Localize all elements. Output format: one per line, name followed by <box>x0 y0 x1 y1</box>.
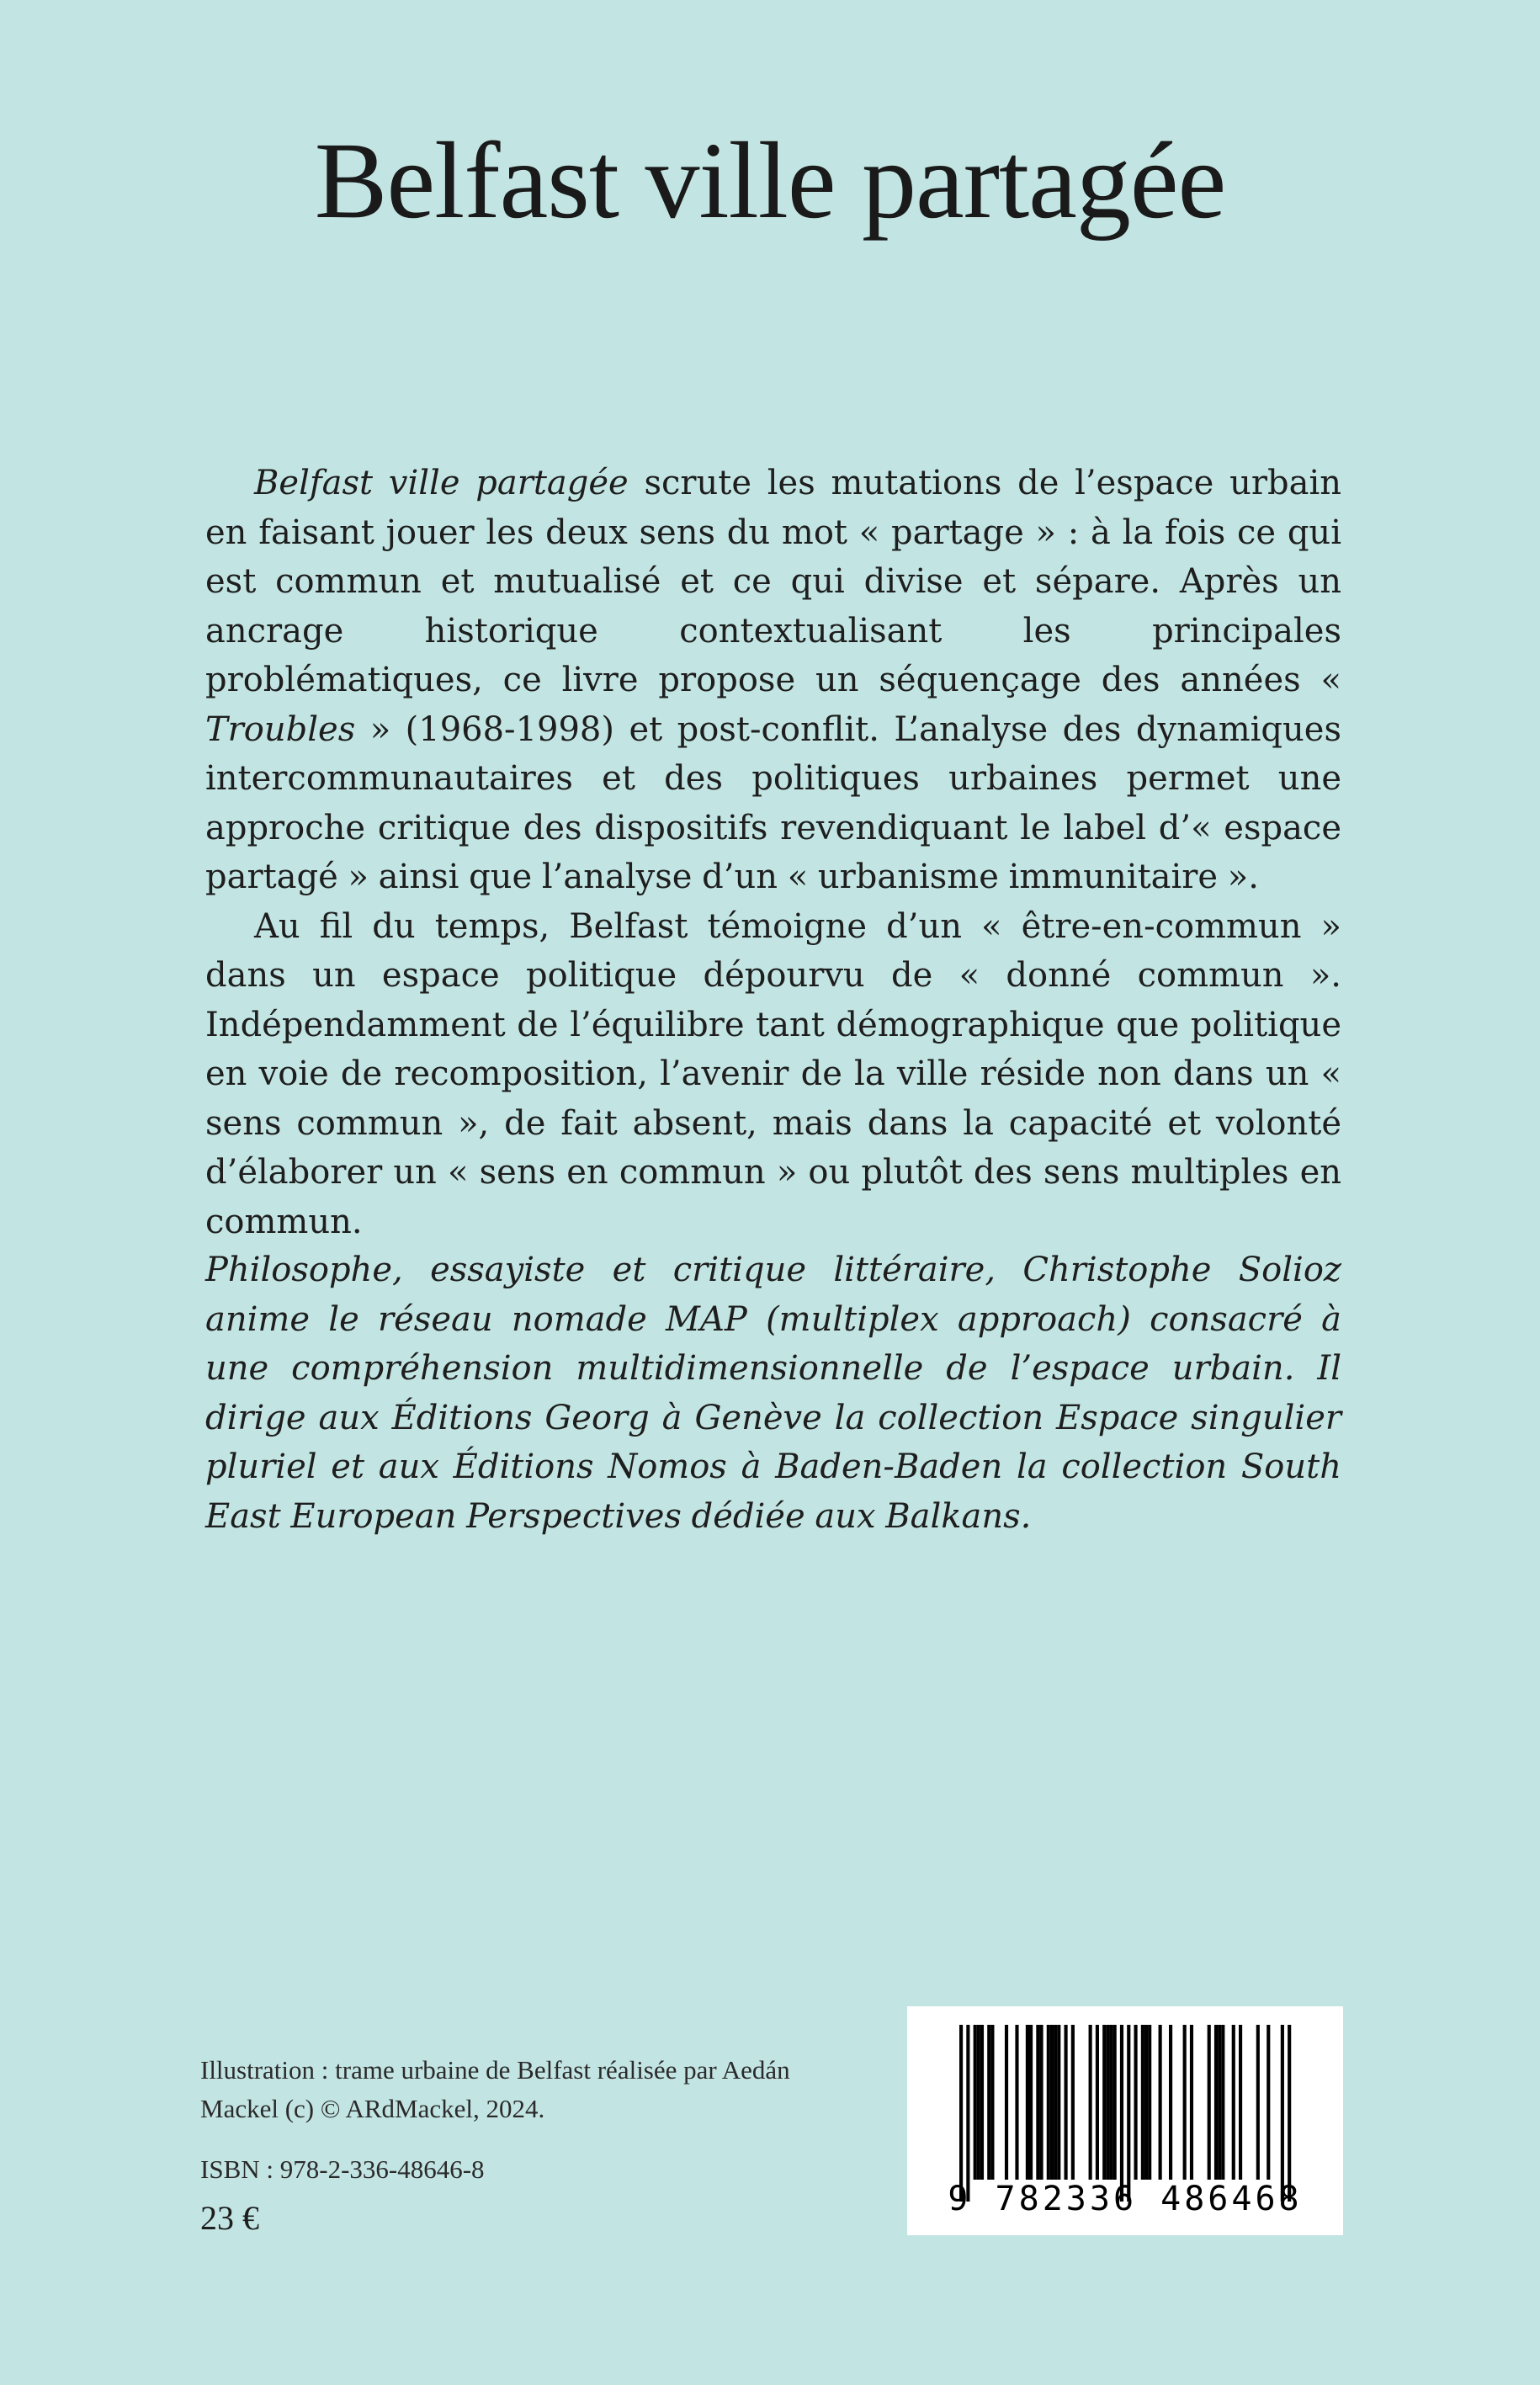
barcode-bar <box>1029 2025 1033 2180</box>
barcode-bar <box>990 2025 994 2180</box>
barcode-bar <box>1065 2025 1068 2180</box>
barcode-bar <box>1218 2025 1221 2180</box>
barcode-bar <box>1120 2025 1123 2202</box>
author-bio: Philosophe, essayiste et critique littéraire, Christophe Solioz anime le réseau nomade MAP (multiplex approach) consacré à une compréhension multidimensionnelle de l’espace urbain. Il dirige aux Éditions Georg à Genève la collection Espace singulier pluriel et aux Éditions Nomos à Baden-Baden la collection South East European Perspectives dédiée aux Balkans. <box>205 1251 1341 1536</box>
barcode-digits: 9 782336 486468 <box>948 2180 1303 2218</box>
barcode-bar <box>1281 2025 1284 2202</box>
illustration-credit: Illustration : trame urbaine de Belfast réalisée par Aedán Mackel (c) © ARdMackel, 2024. <box>200 2055 790 2123</box>
barcode-bar <box>1106 2025 1109 2180</box>
book-title: Belfast ville partagée <box>314 120 1226 242</box>
synopsis-paragraph-2: Au fil du temps, Belfast témoigne d’un « être-en-commun » dans un espace politique dépourvu de « donné commun ». Indépendamment de l’équilibre tant démographique que politique en voie de recomposition, l’avenir de la ville réside non dans un « sens commun », de fait absent, mais dans la capacité et volonté d’élaborer un « sens en commun » ou plutôt des sens multiples en commun. <box>205 906 1341 1241</box>
barcode-bar <box>1026 2025 1029 2180</box>
barcode-bar <box>1127 2025 1130 2202</box>
barcode-bar <box>1113 2025 1117 2180</box>
barcode-bar <box>980 2025 984 2180</box>
barcode-bar <box>1141 2025 1144 2180</box>
barcode-bar <box>1109 2025 1113 2180</box>
barcode-bar <box>1005 2025 1008 2180</box>
barcode-bar <box>1239 2025 1242 2180</box>
barcode-bar <box>1039 2025 1043 2180</box>
barcode-bar <box>1089 2025 1092 2180</box>
barcode-bar <box>1054 2025 1057 2180</box>
barcode-bar <box>1169 2025 1172 2180</box>
barcode-bar <box>959 2025 963 2202</box>
barcode-bar <box>977 2025 980 2180</box>
barcode-bar <box>1071 2025 1075 2180</box>
barcode <box>907 2006 1343 2235</box>
barcode-bar <box>1267 2025 1270 2180</box>
barcode-bar <box>1047 2025 1050 2180</box>
barcode-bar <box>1057 2025 1060 2180</box>
barcode-bar <box>1232 2025 1235 2180</box>
barcode-bar <box>1144 2025 1148 2180</box>
isbn: ISBN : 978-2-336-48646-8 <box>200 2154 485 2184</box>
troubles-italic: Troubles <box>205 709 356 749</box>
barcode-bar <box>987 2025 990 2180</box>
barcode-bar <box>974 2025 977 2180</box>
synopsis-paragraph-1: Belfast ville partagée scrute les mutations de l’espace urbain en faisant jouer les deux sens du mot « partage » : à la fois ce qui est commun et mutualisé et ce qui divise et sépare. Après un ancrage historique contextualisant les principales problématiques, ce livre propose un séquençage des années « Troubles » (1968-1998) et post-conflit. L’analyse des dynamiques intercommunautaires et des politiques urbaines permet une approche critique des dispositifs revendiquant le label d’« espace partagé » ainsi que l’analyse d’un « urbanisme immunitaire ». <box>205 464 1341 896</box>
title-italic: Belfast ville partagée <box>254 464 629 502</box>
barcode-bar <box>1096 2025 1099 2180</box>
barcode-bar <box>1050 2025 1054 2180</box>
barcode-bar <box>966 2025 969 2202</box>
barcode-bar <box>1015 2025 1018 2180</box>
barcode-bar <box>1221 2025 1224 2180</box>
barcode-bar <box>1159 2025 1162 2180</box>
barcode-bar <box>1102 2025 1106 2180</box>
synopsis <box>205 459 1341 1246</box>
barcode-bar <box>1190 2025 1193 2180</box>
barcode-bar <box>1134 2025 1138 2180</box>
price: 23 € <box>200 2199 259 2237</box>
barcode-bar <box>1214 2025 1218 2180</box>
barcode-bar <box>1208 2025 1211 2180</box>
barcode-bar <box>1183 2025 1187 2180</box>
barcode-bar <box>1256 2025 1260 2180</box>
barcode-bar <box>1148 2025 1151 2180</box>
barcode-bar <box>1036 2025 1039 2180</box>
barcode-bar <box>1288 2025 1291 2202</box>
